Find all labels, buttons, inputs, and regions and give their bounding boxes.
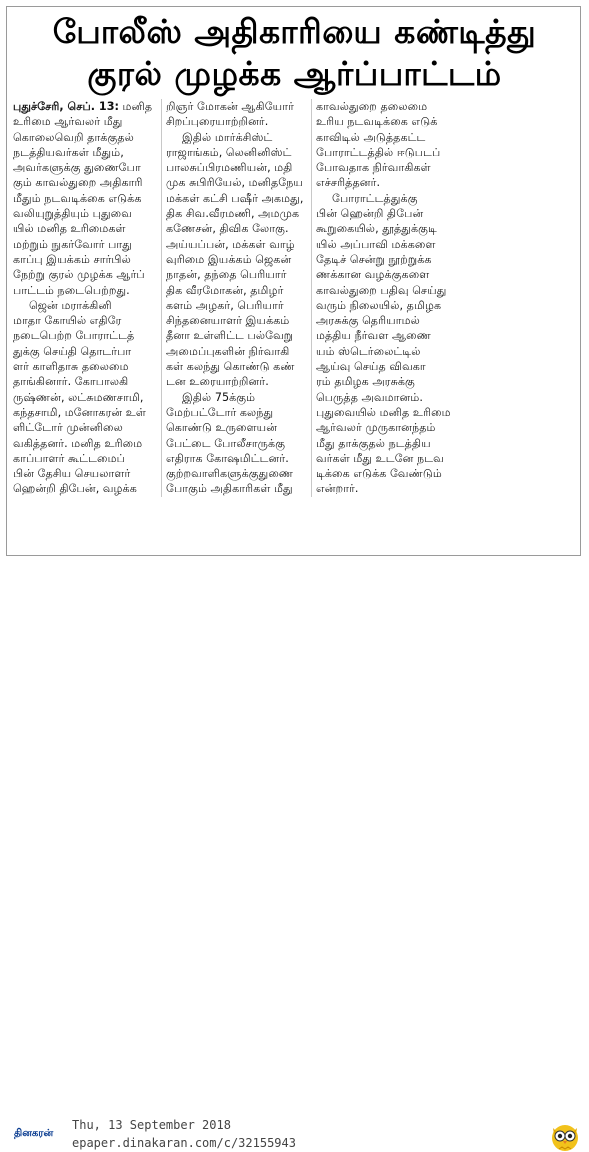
column-line: எதிராக கோஷமிட்டனர். — [166, 451, 289, 465]
column-line: பெருத்த அவமானம். — [316, 390, 423, 404]
column-line: பாட்டம் நடைபெற்றது. — [13, 283, 130, 297]
column-line: வுரிமை இயக்கம் ஜெகன் — [166, 252, 292, 266]
column-line: களம் அழகர், பெரியார் — [166, 298, 284, 312]
column-line: கும் காவல்துறை அதிகாரி — [13, 176, 143, 190]
column-line: வர்கள் மீது உடனே நடவ — [316, 451, 444, 465]
column-line: துக்கு செய்தி தொடர்பா — [13, 344, 132, 358]
column-line: அரசுக்கு தெரியாமல் — [316, 314, 420, 328]
column-line: என்றார். — [316, 482, 359, 496]
dateline: புதுச்சேரி, செப். 13: — [13, 100, 119, 113]
column-line: பேட்டை போலீசாருக்கு — [166, 436, 286, 450]
column-line: நடைபெற்ற போராட்டத் — [13, 329, 135, 343]
column-line: போராட்டத்துக்கு — [332, 191, 418, 205]
column-line: கள் கலந்து கொண்டு கண் — [166, 360, 295, 374]
column-line: வரும் நிலையில், தமிழக — [316, 298, 442, 312]
column-line: திக சிவ.வீரமணி, அமமுக — [166, 207, 300, 221]
column-line: யம் ஸ்டெர்லைட்டில் — [316, 344, 421, 358]
headline — [15, 11, 574, 95]
column-line: வலியுறுத்தியும் புதுவை — [13, 207, 132, 221]
column-line: தேடிச் சென்று நூற்றுக்க — [316, 252, 432, 266]
column-line: திக வீரமோகன், தமிழர் — [166, 283, 284, 297]
column-line: உரிமை ஆர்வலர் மீது — [13, 115, 123, 129]
headline-line-2: குரல் முழக்க ஆர்ப்பாட்டம் — [87, 54, 502, 93]
column-line: போராட்டத்தில் ஈடுபடப் — [316, 145, 441, 159]
column-line: எச்சரித்தனர். — [316, 176, 380, 190]
news-clipping — [6, 6, 581, 556]
column-line: கொலைவெறி தாக்குதல் — [13, 130, 134, 144]
column-line: ஆய்வு செய்த விவகா — [316, 360, 426, 374]
column-line: அய்யப்பன், மக்கள் வாழ் — [166, 237, 295, 251]
column-line: காப்பு இயக்கம் சார்பில் — [13, 252, 131, 266]
column-line: புதுவையில் மனித உரிமை — [316, 405, 451, 419]
column-line: பின் ஹென்றி திபேன் — [316, 207, 424, 221]
column-line: ளிட்டோர் முன்னிலை — [13, 421, 123, 435]
column-line: சிந்தனையாளர் இயக்கம் — [166, 314, 290, 328]
column-line: ளர் காளிதாசு தலைமை — [13, 360, 129, 374]
column-line: பாலசுப்பிரமணியன், மதி — [166, 161, 293, 175]
column-line: உரிய நடவடிக்கை எடுக் — [316, 115, 438, 129]
column-line: அமைப்புகளின் நிர்வாகி — [166, 344, 290, 358]
column-line: மாதா கோயில் எதிரே — [13, 314, 122, 328]
column-line: தாங்கினார். கோபாலகி — [13, 375, 129, 389]
article-column-3 — [311, 99, 462, 497]
column-line: நேற்று குரல் முழக்க ஆர்ப் — [13, 268, 145, 282]
article-column-1 — [13, 99, 159, 497]
headline-line-1: போலீஸ் அதிகாரியை கண்டித்து — [52, 12, 537, 51]
dinakaran-logo[interactable]: தினகரன் — [14, 1128, 54, 1139]
column-line: மத்திய நீர்வள ஆணை — [316, 329, 431, 343]
column-line: நாதன், தந்தை பெரியார் — [166, 268, 287, 282]
column-line: டன உரையாற்றினர். — [166, 375, 269, 389]
column-line: முக சுபிரியேல், மனிதநேய — [166, 176, 304, 190]
column-line: ரம் தமிழக அரசுக்கு — [316, 375, 415, 389]
column-line: ராஜாங்கம், லெனினிஸ்ட் — [166, 145, 292, 159]
column-line: கந்தசாமி, மனோகரன் உள் — [13, 405, 147, 419]
column-line: கணேசன், திவிக லோகு. — [166, 222, 289, 236]
column-line: வகித்தனர். மனித உரிமை — [13, 436, 143, 450]
column-line: கூறுகையில், தூத்துக்குடி — [316, 222, 437, 236]
article-body — [13, 99, 576, 551]
column-line: காவிடில் அடுத்தகட்ட — [316, 130, 426, 144]
column-line: பின் தேசிய செயலாளர் — [13, 467, 131, 481]
owl-icon — [550, 1120, 580, 1152]
column-line: யில் மனித உரிமைகள் — [13, 222, 126, 236]
column-line: மேற்பட்டோர் கலந்து — [166, 405, 274, 419]
column-line: மற்றும் நுகர்வோர் பாது — [13, 237, 132, 251]
column-line: ஹென்றி திபேன், வழக்க — [13, 482, 137, 496]
column-line: தீனா உள்ளிட்ட பல்வேறு — [166, 329, 294, 343]
column-line: மீதும் நடவடிக்கை எடுக்க — [13, 191, 142, 205]
column-line: சிறப்புரையாற்றினர். — [166, 115, 269, 129]
column-line: போவதாக நிர்வாகிகள் — [316, 161, 431, 175]
column-line: காவல்துறை தலைமை — [316, 100, 428, 113]
column-line: ஜென் மராக்கினி — [29, 298, 112, 312]
column-line: கொண்டு உருளையன் — [166, 421, 278, 435]
column-line: மனித — [122, 100, 153, 113]
column-line: நடத்தியவர்கள் மீதும், — [13, 145, 124, 159]
column-line: போகும் அதிகாரிகள் மீது — [166, 482, 293, 496]
column-line: காவல்துறை பதிவு செய்து — [316, 283, 447, 297]
column-line: இதில் மார்க்சிஸ்ட் — [182, 130, 273, 144]
column-line: றிஞர் மோகன் ஆகியோர் — [166, 100, 294, 113]
edition-date: Thu, 13 September 2018 — [72, 1118, 231, 1132]
clip-url[interactable]: epaper.dinakaran.com/c/32155943 — [72, 1136, 296, 1150]
column-line: டிக்கை எடுக்க வேண்டும் — [316, 467, 442, 481]
column-line: அவர்களுக்கு துணைபோ — [13, 161, 141, 175]
column-line: ணக்கான வழக்குகளை — [316, 268, 430, 282]
epaper-footer — [0, 556, 589, 1150]
column-line: மீது தாக்குதல் நடத்திய — [316, 436, 431, 450]
article-column-2 — [161, 99, 312, 497]
column-line: காப்பாளர் கூட்டமைப் — [13, 451, 125, 465]
column-line: இதில் 75க்கும் — [182, 390, 256, 404]
column-line: குற்றவாளிகளுக்குதுணை — [166, 467, 294, 481]
column-line: ருஷ்ணன், லட்சுமணசாமி, — [13, 390, 144, 404]
column-line: மக்கள் கட்சி பஷீர் அகமது, — [166, 191, 304, 205]
column-line: ஆர்வலர் முருகானந்தம் — [316, 421, 436, 435]
column-line: யில் அப்பாவி மக்களை — [316, 237, 436, 251]
